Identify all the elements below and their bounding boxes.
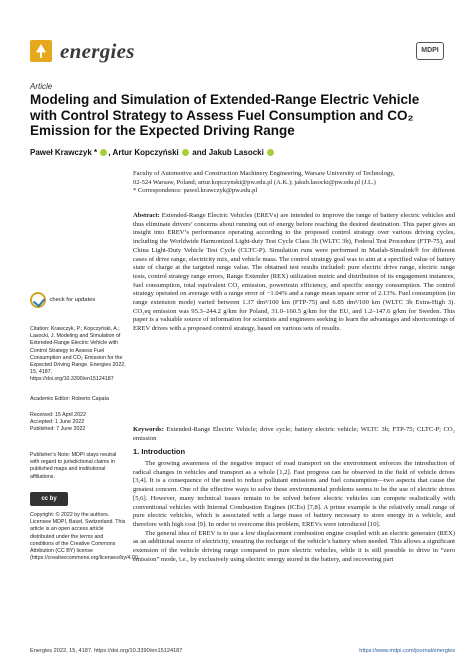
cc-by-icon: cc by	[30, 492, 68, 506]
footer-citation: Energies 2022, 15, 4187. https://doi.org/10.3390/en15124187	[30, 648, 183, 654]
author-name: and Jakub Lasocki	[192, 148, 264, 157]
article-type: Article	[30, 82, 53, 91]
abstract-label: Abstract:	[133, 212, 160, 219]
journal-name: energies	[60, 39, 135, 63]
keywords-label: Keywords:	[133, 426, 164, 433]
publisher-logo: MDPI	[416, 42, 444, 60]
paragraph: The growing awareness of the negative impact of road transport on the environment enforces the introduction of radical changes in vehicles and transport as a whole [1,2]. Fast progress can be observed in the field of vehicle drives [3,4]. It is a consequence of the need to reduce pollutant emissions and fuel consumption—two aspects that cause the greatest concern. One of the effective ways to solve these environmental problems seems to be the use of electric drives [5,6]. However, many technical issues remain to be solved before electric vehicles can compete realistically with conventional vehicles with Internal Combustion Engines (ICEs) [7,8]. A prime example is the relatively small range of pure electric vehicles, which is associated with a large mass of battery necessary to store energy in a vehicle, and therefore with high cost [9]. In order to overcome this problem, EREVs were introduced [10].	[133, 460, 455, 528]
orcid-icon[interactable]	[267, 149, 274, 156]
affiliation-line: Faculty of Automotive and Construction Machinery Engineering, Warsaw University of Technology,	[133, 170, 395, 177]
correspondence-line: * Correspondence: pawel.krawczyk@pw.edu.pl	[133, 187, 258, 194]
publication-dates	[30, 412, 126, 434]
author-list: Paweł Krawczyk * , Artur Kopczyński and Jakub Lasocki	[30, 148, 275, 157]
paragraph: The general idea of EREV is to use a low displacement combustion engine coupled with an electric generator (REX) as an additional source of electricity, ensuring the recharge of the vehicle’s battery when needed. This allows a significant extension of the vehicle driving range compared to pure electric vehicles, while it is still possible to drive in “zero emission” mode, i.e., by exclusively using electric energy stored in the battery, and recovering part	[133, 529, 455, 563]
citation-block: Citation: Krawczyk, P.; Kopczyński, A.; Lasocki, J. Modeling and Simulation of Extended-Range Electric Vehicle with Control Strategy to Assess Fuel Consumption and CO₂ Emission for the Expected Driving Range. Energies 2022, 15, 4187. https://doi.org/10.3390/en15124187	[30, 326, 126, 383]
accepted-date: Accepted: 1 June 2022	[30, 419, 85, 426]
author-name: Paweł Krawczyk *	[30, 148, 98, 157]
section-body	[133, 460, 455, 564]
academic-editor: Academic Editor: Roberto Capata	[30, 396, 109, 402]
section-heading: 1. Introduction	[133, 447, 186, 456]
check-updates-label: check for updates	[49, 296, 96, 303]
author-name: Artur Kopczyński	[112, 148, 179, 157]
journal-url-link[interactable]: https://www.mdpi.com/journal/energies	[359, 648, 455, 654]
published-date: Published: 7 June 2022	[30, 426, 86, 433]
abstract-text: Extended-Range Electric Vehicles (EREVs) are intended to improve the range of battery electric vehicles and thus eliminate drivers’ concerns about running out of energy before reaching the desired destination. This paper gives an insight into EREV’s performance operating according to the proposed control strategy over various driving cycles, including the Worldwide Harmonized Light-duty Test Cycle Class 3b (WLTC 3b), Federal Test Procedure (FTP-75), and China Light-Duty Vehicle Test Cycle (CLTC-P). Simulation runs were performed in Matlab-Simulink® for different cases of drive range, electricity mix, and vehicle mass. The control strategy goal was to aim at a specified value of battery state of charge at the targeted range value. The obtained test results included: pure electric drive range, electric range tests, control strategy range errors, Range Extender (REX) utilization metric and distribution of its engagement instances, fuel consumption, total equivalent CO₂ emission, powertrain efficiency, and specific energy consumption. The control strategy operated on average with a range error of −1.04% and a range mean square error of 2.13%. Fuel consumption (in range extension mode) varied between 1.37 dm³/100 km (FTP-75) and 6.85 dm³/100 km (WLTC 3b Extra-High 3). CO₂eq emission was 95.3–244.2 g/km for Poland, 31.0–160.5 g/km for the EU, and 1.2–147.6 g/km for Sweden. This paper is a valuable source of information for scientists and engineers seeking to learn the advantages and shortcomings of EREV drives with a proposed control strategy, based on various sets of results.	[133, 212, 455, 333]
journal-logo-icon	[30, 40, 52, 62]
page-footer	[30, 648, 455, 654]
check-updates-badge[interactable]	[30, 292, 126, 308]
orcid-icon[interactable]	[182, 149, 189, 156]
publisher-note: Publisher’s Note: MDPI stays neutral with regard to jurisdictional claims in published maps and institutional affiliations.	[30, 452, 117, 480]
copyright-notice: Copyright: © 2022 by the authors. Licensee MDPI, Basel, Switzerland. This article is an open access article distributed under the terms and conditions of the Creative Commons Attribution (CC BY) license (https://creativecommons.org/licenses/by/4.0/).	[30, 512, 140, 562]
journal-header	[30, 40, 444, 70]
affiliation-line: 02-524 Warsaw, Poland; artur.kopczynski@pw.edu.pl (A.K.); jakub.lasocki@pw.edu.pl (J.L.)	[133, 178, 376, 186]
check-updates-icon	[30, 292, 46, 308]
orcid-icon[interactable]	[100, 149, 107, 156]
keywords	[133, 426, 455, 443]
paper-title: Modeling and Simulation of Extended-Range Electric Vehicle with Control Strategy to Assess Fuel Consumption and CO₂ Emission for the Expected Driving Range	[30, 92, 420, 138]
keywords-text: Extended-Range Electric Vehicle; drive cycle; battery electric vehicle; WLTC 3b; FTP-75; CLTC-P; CO₂ emission	[133, 426, 455, 442]
received-date: Received: 15 April 2022	[30, 412, 86, 418]
affiliation-block	[133, 170, 453, 196]
abstract	[133, 212, 455, 334]
cc-license-badge[interactable]	[30, 492, 126, 506]
